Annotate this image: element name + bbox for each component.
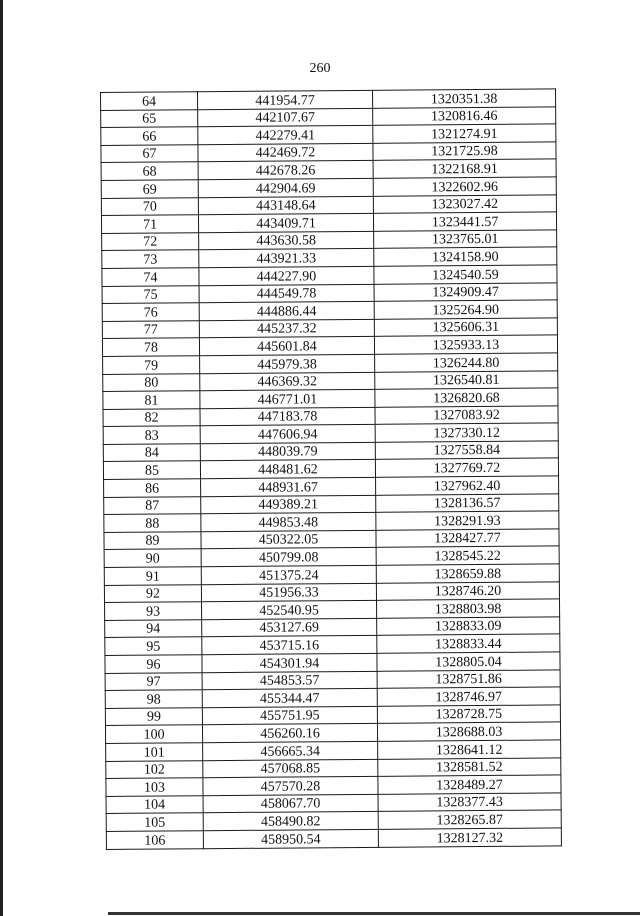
x-coordinate-cell: 458067.70 bbox=[203, 794, 378, 813]
y-coordinate-cell: 1328659.88 bbox=[376, 564, 559, 583]
x-coordinate-cell: 448039.79 bbox=[200, 442, 375, 461]
x-coordinate-cell: 457570.28 bbox=[203, 776, 378, 795]
x-coordinate-cell: 443148.64 bbox=[198, 196, 373, 215]
y-coordinate-cell: 1324158.90 bbox=[374, 247, 557, 266]
y-coordinate-cell: 1323441.57 bbox=[373, 212, 556, 231]
x-coordinate-cell: 443630.58 bbox=[199, 231, 374, 250]
y-coordinate-cell: 1328641.12 bbox=[378, 740, 561, 759]
scan-edge-bottom bbox=[108, 912, 640, 915]
y-coordinate-cell: 1328545.22 bbox=[376, 546, 559, 565]
y-coordinate-cell: 1325264.90 bbox=[374, 300, 557, 319]
point-number-cell: 80 bbox=[103, 373, 200, 391]
point-number-cell: 86 bbox=[104, 479, 201, 497]
point-number-cell: 74 bbox=[102, 268, 199, 286]
x-coordinate-cell: 444886.44 bbox=[199, 301, 374, 320]
x-coordinate-cell: 455751.95 bbox=[202, 706, 377, 725]
point-number-cell: 103 bbox=[106, 778, 203, 796]
x-coordinate-cell: 458950.54 bbox=[203, 829, 378, 848]
x-coordinate-cell: 453715.16 bbox=[202, 636, 377, 655]
y-coordinate-cell: 1325933.13 bbox=[374, 335, 557, 354]
x-coordinate-cell: 442107.67 bbox=[198, 108, 373, 127]
point-number-cell: 84 bbox=[103, 444, 200, 462]
x-coordinate-cell: 451956.33 bbox=[201, 583, 376, 602]
point-number-cell: 105 bbox=[106, 813, 203, 831]
x-coordinate-cell: 453127.69 bbox=[202, 618, 377, 637]
x-coordinate-cell: 442469.72 bbox=[198, 143, 373, 162]
point-number-cell: 68 bbox=[101, 162, 198, 180]
y-coordinate-cell: 1328746.20 bbox=[376, 582, 559, 601]
point-number-cell: 93 bbox=[105, 602, 202, 620]
scan-edge-left bbox=[0, 0, 3, 916]
y-coordinate-cell: 1321725.98 bbox=[373, 142, 556, 161]
x-coordinate-cell: 446771.01 bbox=[200, 389, 375, 408]
point-number-cell: 77 bbox=[102, 320, 199, 338]
x-coordinate-cell: 448931.67 bbox=[201, 477, 376, 496]
y-coordinate-cell: 1321274.91 bbox=[373, 124, 556, 143]
x-coordinate-cell: 451375.24 bbox=[201, 565, 376, 584]
point-number-cell: 66 bbox=[101, 127, 198, 145]
y-coordinate-cell: 1328805.04 bbox=[377, 652, 560, 671]
point-number-cell: 67 bbox=[101, 145, 198, 163]
x-coordinate-cell: 445601.84 bbox=[199, 337, 374, 356]
x-coordinate-cell: 445237.32 bbox=[199, 319, 374, 338]
x-coordinate-cell: 442904.69 bbox=[198, 178, 373, 197]
point-number-cell: 82 bbox=[103, 408, 200, 426]
x-coordinate-cell: 443921.33 bbox=[199, 249, 374, 268]
y-coordinate-cell: 1328833.09 bbox=[377, 617, 560, 636]
point-number-cell: 91 bbox=[104, 567, 201, 585]
point-number-cell: 92 bbox=[104, 584, 201, 602]
y-coordinate-cell: 1324909.47 bbox=[374, 282, 557, 301]
y-coordinate-cell: 1328746.97 bbox=[377, 687, 560, 706]
point-number-cell: 64 bbox=[101, 92, 198, 110]
point-number-cell: 97 bbox=[105, 672, 202, 690]
point-number-cell: 104 bbox=[106, 795, 203, 813]
point-number-cell: 83 bbox=[103, 426, 200, 444]
x-coordinate-cell: 444549.78 bbox=[199, 284, 374, 303]
y-coordinate-cell: 1328489.27 bbox=[378, 775, 561, 794]
point-number-cell: 95 bbox=[105, 637, 202, 655]
y-coordinate-cell: 1322602.96 bbox=[373, 177, 556, 196]
x-coordinate-cell: 454853.57 bbox=[202, 671, 377, 690]
y-coordinate-cell: 1320816.46 bbox=[373, 107, 556, 126]
point-number-cell: 98 bbox=[105, 690, 202, 708]
y-coordinate-cell: 1326244.80 bbox=[375, 353, 558, 372]
point-number-cell: 101 bbox=[106, 743, 203, 761]
y-coordinate-cell: 1327769.72 bbox=[375, 458, 558, 477]
x-coordinate-cell: 441954.77 bbox=[198, 90, 373, 109]
point-number-cell: 73 bbox=[102, 250, 199, 268]
point-number-cell: 106 bbox=[106, 831, 203, 849]
x-coordinate-cell: 449853.48 bbox=[201, 513, 376, 532]
y-coordinate-cell: 1320351.38 bbox=[372, 89, 555, 108]
x-coordinate-cell: 450322.05 bbox=[201, 530, 376, 549]
point-number-cell: 85 bbox=[103, 461, 200, 479]
x-coordinate-cell: 443409.71 bbox=[198, 214, 373, 233]
x-coordinate-cell: 455344.47 bbox=[202, 689, 377, 708]
point-number-cell: 79 bbox=[103, 356, 200, 374]
y-coordinate-cell: 1328427.77 bbox=[376, 529, 559, 548]
point-number-cell: 100 bbox=[105, 725, 202, 743]
y-coordinate-cell: 1326820.68 bbox=[375, 388, 558, 407]
y-coordinate-cell: 1328833.44 bbox=[377, 634, 560, 653]
y-coordinate-cell: 1328377.43 bbox=[378, 793, 561, 812]
point-number-cell: 81 bbox=[103, 391, 200, 409]
y-coordinate-cell: 1324540.59 bbox=[374, 265, 557, 284]
point-number-cell: 70 bbox=[101, 197, 198, 215]
coordinate-table bbox=[100, 88, 562, 849]
point-number-cell: 69 bbox=[101, 180, 198, 198]
point-number-cell: 99 bbox=[105, 707, 202, 725]
y-coordinate-cell: 1323765.01 bbox=[374, 230, 557, 249]
point-number-cell: 75 bbox=[102, 285, 199, 303]
y-coordinate-cell: 1328688.03 bbox=[377, 722, 560, 741]
x-coordinate-cell: 445979.38 bbox=[200, 354, 375, 373]
y-coordinate-cell: 1327558.84 bbox=[375, 441, 558, 460]
point-number-cell: 96 bbox=[105, 655, 202, 673]
coordinate-table-body bbox=[101, 89, 562, 849]
x-coordinate-cell: 444227.90 bbox=[199, 266, 374, 285]
x-coordinate-cell: 446369.32 bbox=[200, 372, 375, 391]
point-number-cell: 71 bbox=[101, 215, 198, 233]
x-coordinate-cell: 452540.95 bbox=[202, 601, 377, 620]
x-coordinate-cell: 454301.94 bbox=[202, 653, 377, 672]
y-coordinate-cell: 1327962.40 bbox=[376, 476, 559, 495]
point-number-cell: 65 bbox=[101, 109, 198, 127]
x-coordinate-cell: 458490.82 bbox=[203, 812, 378, 831]
x-coordinate-cell: 447183.78 bbox=[200, 407, 375, 426]
point-number-cell: 89 bbox=[104, 532, 201, 550]
point-number-cell: 78 bbox=[102, 338, 199, 356]
table-row bbox=[106, 828, 561, 849]
y-coordinate-cell: 1328265.87 bbox=[378, 810, 561, 829]
x-coordinate-cell: 457068.85 bbox=[203, 759, 378, 778]
point-number-cell: 90 bbox=[104, 549, 201, 567]
x-coordinate-cell: 447606.94 bbox=[200, 425, 375, 444]
y-coordinate-cell: 1328728.75 bbox=[377, 705, 560, 724]
y-coordinate-cell: 1325606.31 bbox=[374, 318, 557, 337]
page-number: 260 bbox=[309, 61, 331, 76]
x-coordinate-cell: 450799.08 bbox=[201, 548, 376, 567]
x-coordinate-cell: 442279.41 bbox=[198, 126, 373, 145]
x-coordinate-cell: 448481.62 bbox=[200, 460, 375, 479]
x-coordinate-cell: 456665.34 bbox=[203, 741, 378, 760]
x-coordinate-cell: 442678.26 bbox=[198, 161, 373, 180]
y-coordinate-cell: 1323027.42 bbox=[373, 194, 556, 213]
y-coordinate-cell: 1327330.12 bbox=[375, 423, 558, 442]
y-coordinate-cell: 1322168.91 bbox=[373, 159, 556, 178]
x-coordinate-cell: 449389.21 bbox=[201, 495, 376, 514]
y-coordinate-cell: 1326540.81 bbox=[375, 370, 558, 389]
point-number-cell: 76 bbox=[102, 303, 199, 321]
y-coordinate-cell: 1328291.93 bbox=[376, 511, 559, 530]
y-coordinate-cell: 1328136.57 bbox=[376, 494, 559, 513]
y-coordinate-cell: 1328803.98 bbox=[377, 599, 560, 618]
y-coordinate-cell: 1328581.52 bbox=[378, 757, 561, 776]
point-number-cell: 94 bbox=[105, 620, 202, 638]
point-number-cell: 87 bbox=[104, 496, 201, 514]
x-coordinate-cell: 456260.16 bbox=[202, 724, 377, 743]
y-coordinate-cell: 1328751.86 bbox=[377, 669, 560, 688]
y-coordinate-cell: 1327083.92 bbox=[375, 406, 558, 425]
point-number-cell: 88 bbox=[104, 514, 201, 532]
point-number-cell: 72 bbox=[102, 232, 199, 250]
y-coordinate-cell: 1328127.32 bbox=[378, 828, 561, 847]
point-number-cell: 102 bbox=[106, 760, 203, 778]
